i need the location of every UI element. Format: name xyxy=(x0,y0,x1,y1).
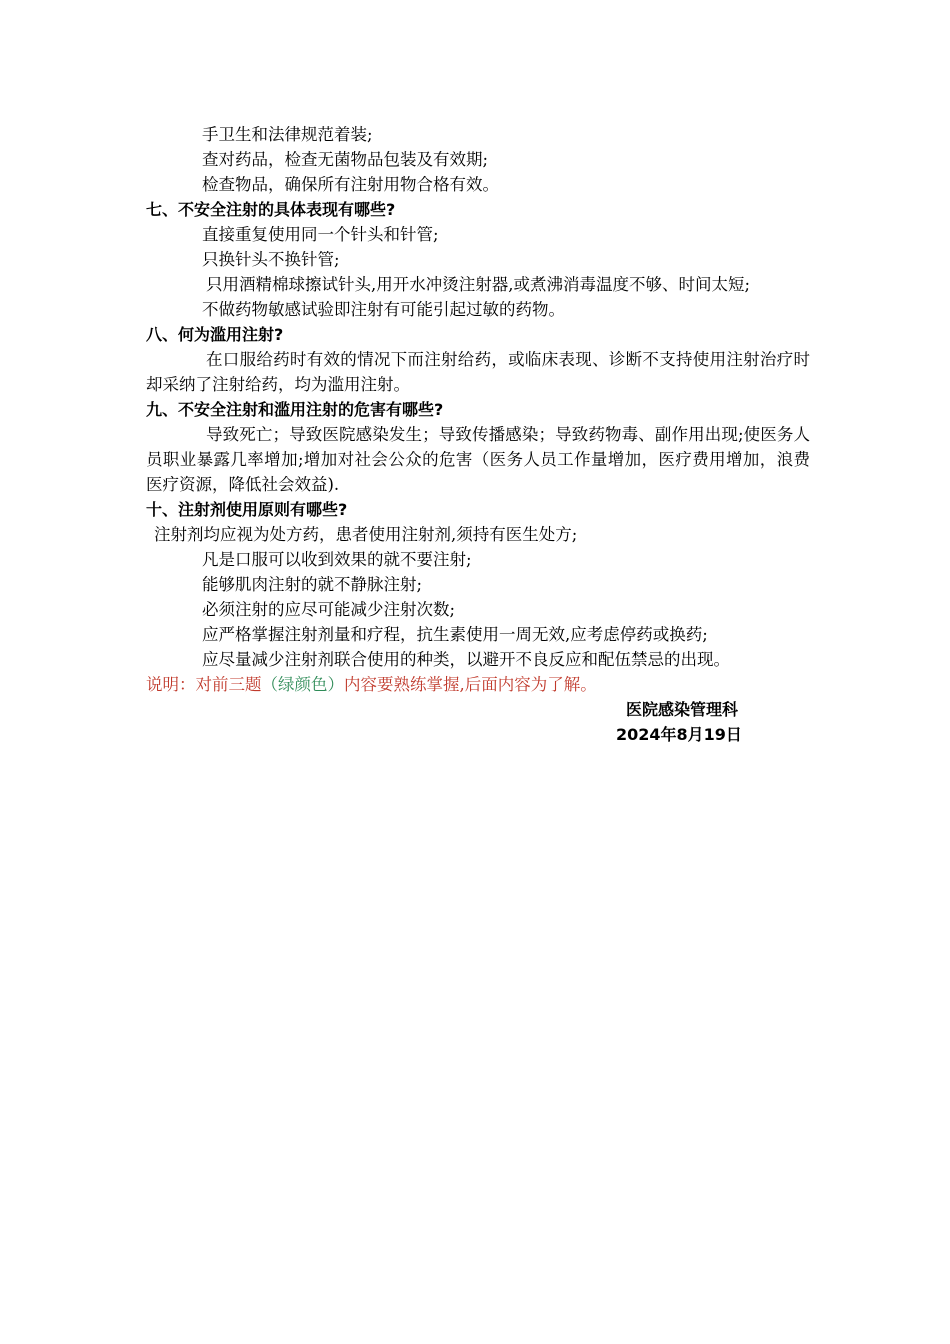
signature-date: 2024年8月19日 xyxy=(616,725,742,744)
list-item: 应严格掌握注射剂量和疗程，抗生素使用一周无效,应考虑停药或换药; xyxy=(202,625,708,644)
note-line xyxy=(146,672,810,697)
section-heading-9: 九、不安全注射和滥用注射的危害有哪些? xyxy=(146,400,444,419)
section-heading-10: 十、注射剂使用原则有哪些? xyxy=(146,500,348,519)
note-prefix: 说明：对前三题 xyxy=(146,675,262,694)
list-item: 不做药物敏感试验即注射有可能引起过敏的药物。 xyxy=(202,300,565,319)
list-item: 应尽量减少注射剂联合使用的种类，以避开不良反应和配伍禁忌的出现。 xyxy=(202,650,730,669)
list-item: 手卫生和法律规范着装; xyxy=(202,125,373,144)
list-item: 注射剂均应视为处方药，患者使用注射剂,须持有医生处方; xyxy=(154,525,578,544)
list-item: 直接重复使用同一个针头和针管; xyxy=(202,225,439,244)
section-heading-8: 八、何为滥用注射? xyxy=(146,325,284,344)
list-item: 查对药品，检查无菌物品包装及有效期; xyxy=(202,150,489,169)
list-item: 检查物品，确保所有注射用物合格有效。 xyxy=(202,175,499,194)
note-highlight: （绿颜色） xyxy=(261,675,344,694)
list-item: 必须注射的应尽可能减少注射次数; xyxy=(202,600,456,619)
list-item: 能够肌肉注射的就不静脉注射; xyxy=(202,575,423,594)
document-body xyxy=(146,122,810,747)
section-paragraph-9: 导致死亡；导致医院感染发生；导致传播感染；导致药物毒、副作用出现;使医务人员职业暴露几率增加;增加对社会公众的危害（医务人员工作量增加，医疗费用增加，浪费医疗资源，降低社会效益). xyxy=(146,425,810,494)
list-item: 只用酒精棉球擦试针头,用开水冲烫注射器,或煮沸消毒温度不够、时间太短; xyxy=(206,275,751,294)
section-heading-7: 七、不安全注射的具体表现有哪些? xyxy=(146,200,396,219)
list-item: 只换针头不换针管; xyxy=(202,250,340,269)
note-suffix: 内容要熟练掌握,后面内容为了解。 xyxy=(344,675,597,694)
list-item: 凡是口服可以收到效果的就不要注射; xyxy=(202,550,472,569)
signature-department: 医院感染管理科 xyxy=(626,700,739,719)
section-paragraph-8: 在口服给药时有效的情况下而注射给药，或临床表现、诊断不支持使用注射治疗时却采纳了注射给药，均为滥用注射。 xyxy=(146,350,810,394)
